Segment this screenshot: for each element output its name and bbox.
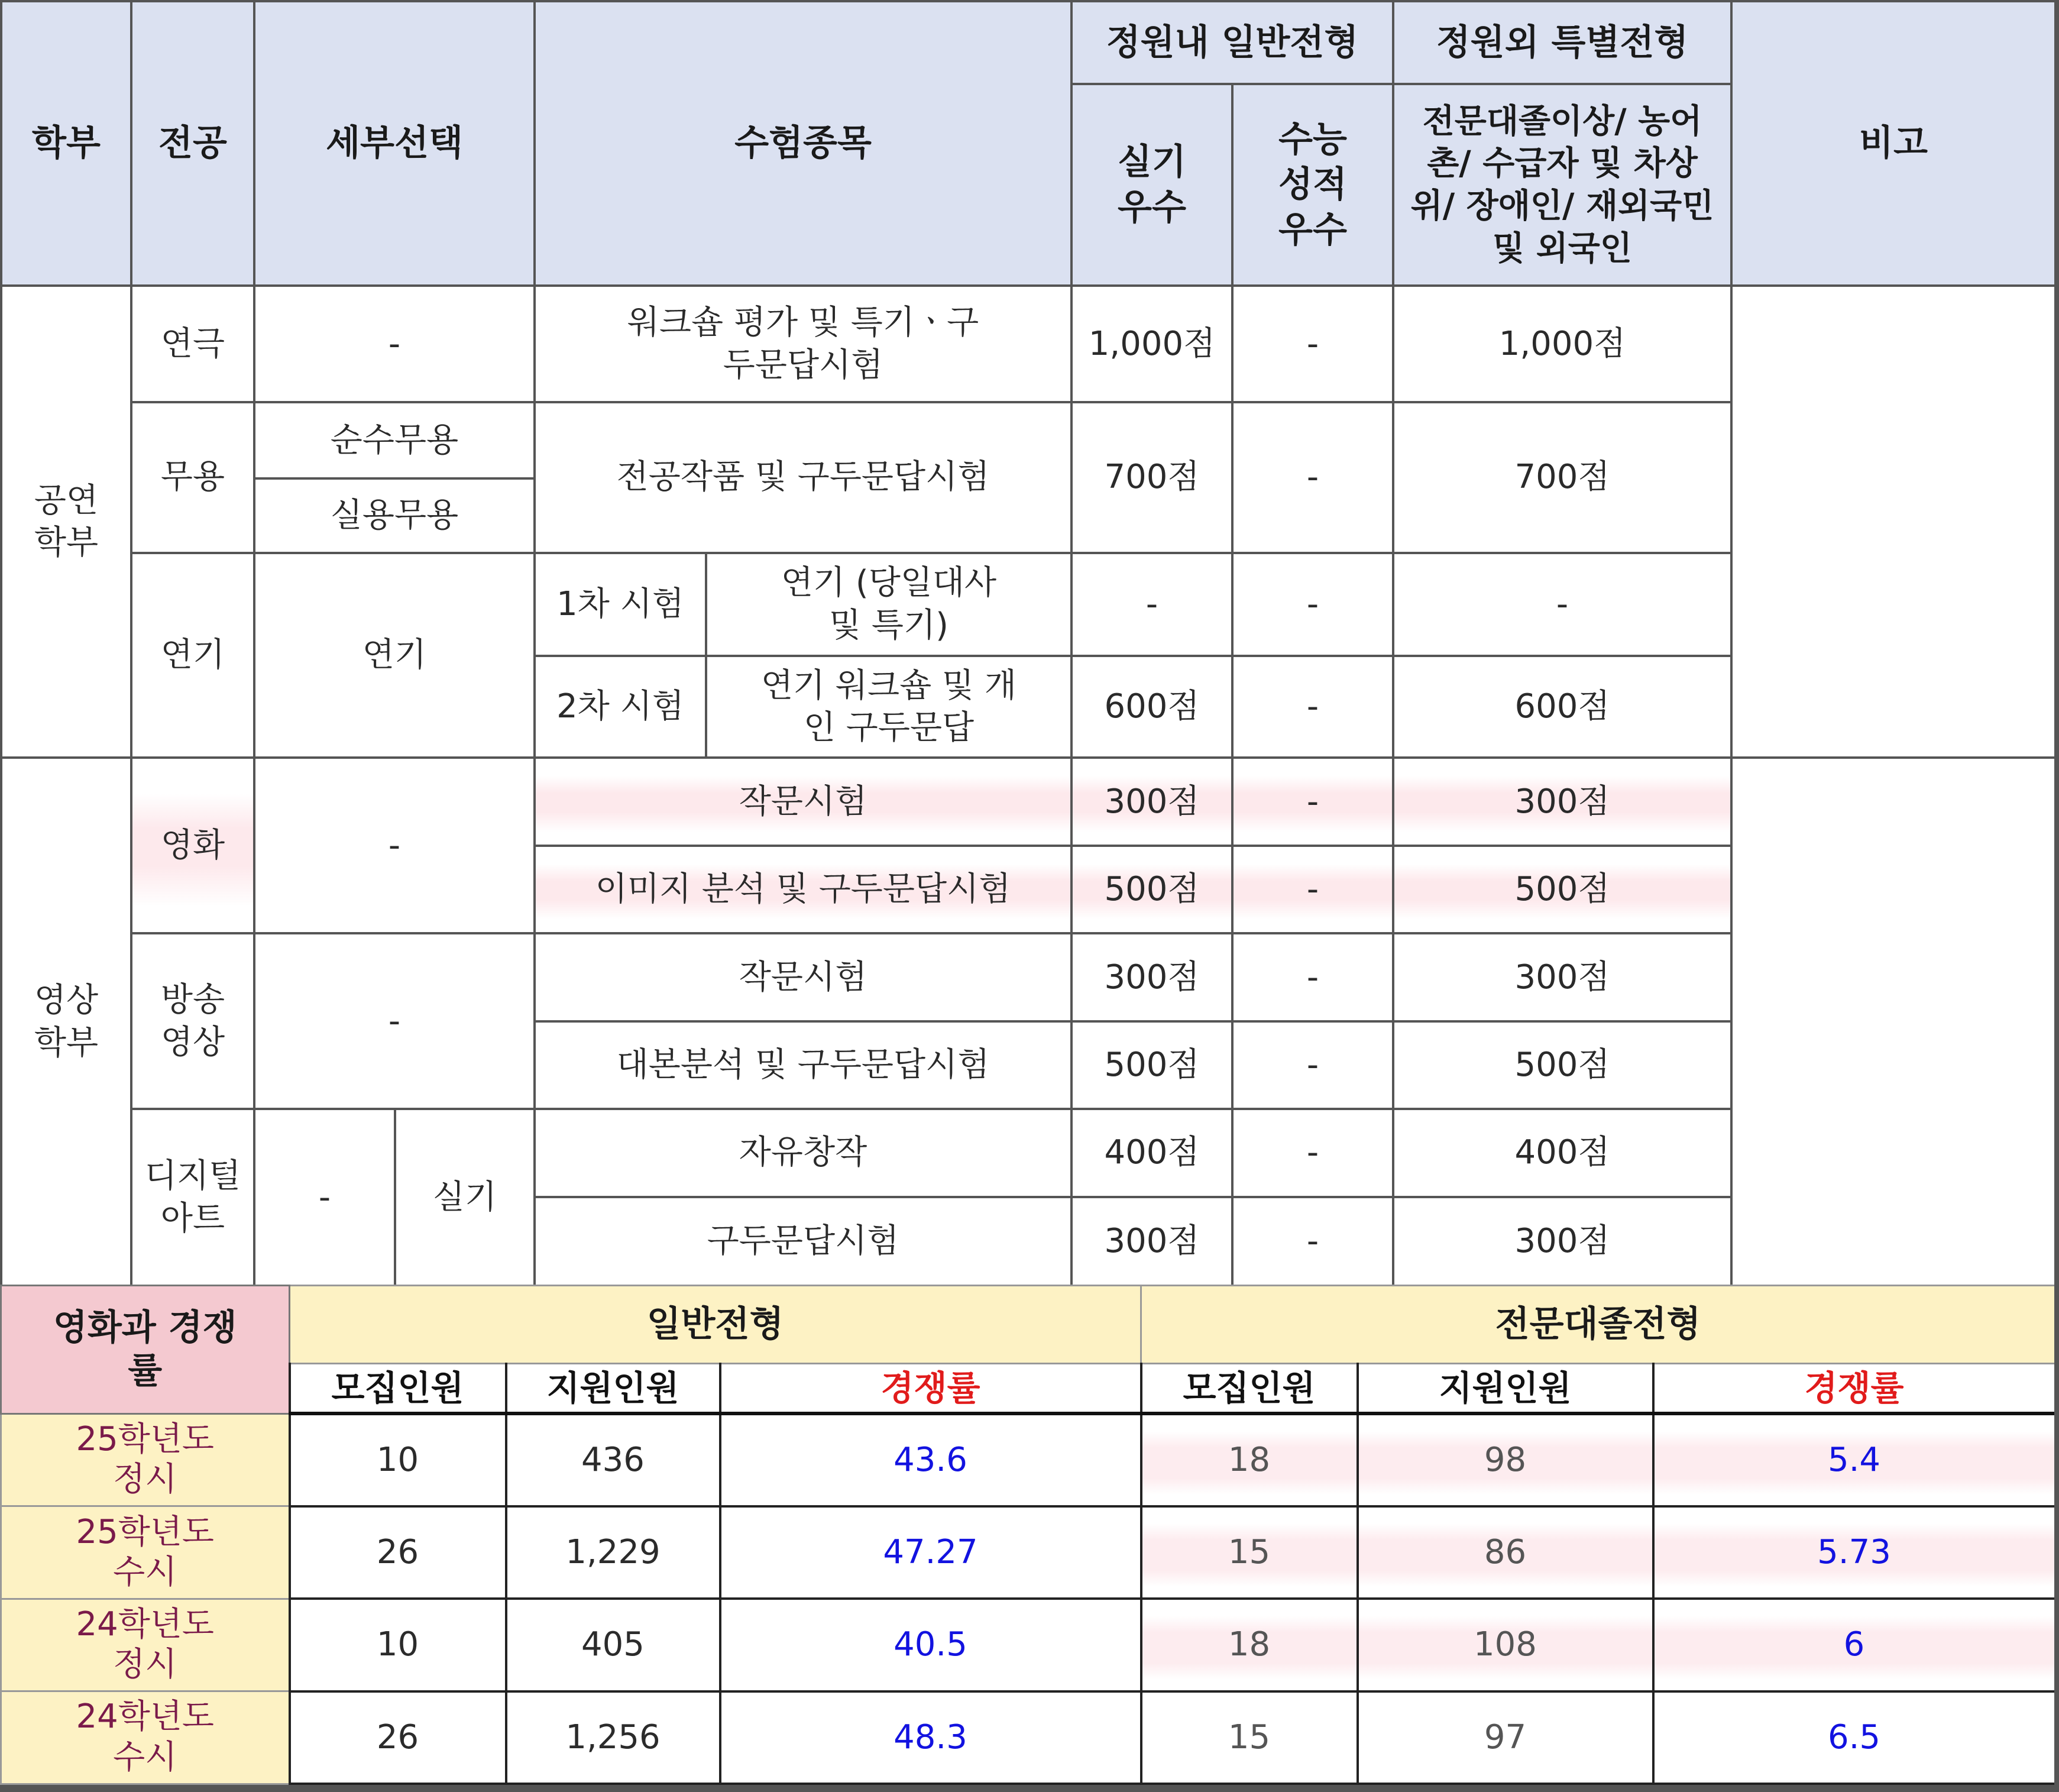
suneung-theater: - [1232,286,1393,402]
college-applied: 86 [1358,1506,1653,1599]
general-ratio: 40.5 [720,1599,1141,1691]
suneung-film-1: - [1232,758,1393,845]
round1-label: 1차 시험 [535,553,706,656]
rate-group-general: 일반전형 [290,1286,1141,1364]
college-ratio: 6 [1653,1599,2055,1691]
table-row [1,1506,2055,1599]
special-film-2: 500점 [1393,846,1731,933]
round1-special: - [1393,553,1731,656]
subject-digital-2: 구두문답시험 [535,1197,1071,1285]
college-applied: 108 [1358,1599,1653,1691]
special-broadcast-1: 300점 [1393,933,1731,1021]
row-year: 24학년도 수시 [1,1691,290,1784]
general-applied: 1,229 [506,1506,720,1599]
round2-label: 2차 시험 [535,656,706,758]
college-recruit: 15 [1141,1691,1358,1784]
subject-film-2: 이미지 분석 및 구두문답시험 [535,846,1071,933]
major-dance: 무용 [131,402,254,553]
detail-dance-pure: 순수무용 [255,403,533,480]
dept-performance: 공연 학부 [1,286,131,758]
major-film: 영화 [131,758,254,933]
general-ratio: 43.6 [720,1413,1141,1506]
row-year: 25학년도 정시 [1,1413,290,1506]
general-applied: 405 [506,1599,720,1691]
college-applied: 97 [1358,1691,1653,1784]
suneung-broadcast-1: - [1232,933,1393,1021]
subject-digital-1: 자유창작 [535,1109,1071,1196]
col-college-recruit: 모집인원 [1141,1364,1358,1413]
special-theater: 1,000점 [1393,286,1731,402]
note-performance [1731,286,2055,758]
general-recruit: 10 [290,1599,506,1691]
round1-subject: 연기 (당일대사 및 특기) [706,553,1071,656]
table-row [1,1599,2055,1691]
header-practical: 실기 우수 [1071,84,1232,286]
detail-theater: - [254,286,535,402]
subject-film-1: 작문시험 [535,758,1071,845]
header-dept: 학부 [1,1,131,286]
practical-film-2: 500점 [1071,846,1232,933]
subject-broadcast-2: 대본분석 및 구두문답시험 [535,1021,1071,1109]
general-applied: 1,256 [506,1691,720,1784]
col-college-ratio: 경쟁률 [1653,1364,2055,1413]
round2-subject: 연기 워크숍 및 개인 구두문답 [706,656,1071,758]
college-recruit: 15 [1141,1506,1358,1599]
special-broadcast-2: 500점 [1393,1021,1731,1109]
detail-digital-2: 실기 [395,1109,535,1285]
suneung-digital-1: - [1232,1109,1393,1196]
round1-suneung: - [1232,553,1393,656]
suneung-digital-2: - [1232,1197,1393,1285]
college-ratio: 5.4 [1653,1413,2055,1506]
col-general-recruit: 모집인원 [290,1364,506,1413]
major-theater: 연극 [131,286,254,402]
practical-dance: 700점 [1071,402,1232,553]
general-ratio: 47.27 [720,1506,1141,1599]
suneung-dance: - [1232,402,1393,553]
dept-media: 영상 학부 [1,758,131,1285]
special-digital-1: 400점 [1393,1109,1731,1196]
college-recruit: 18 [1141,1599,1358,1691]
general-ratio: 48.3 [720,1691,1141,1784]
header-special-group: 정원외 특별전형 [1393,1,1731,84]
general-recruit: 26 [290,1506,506,1599]
row-year: 24학년도 정시 [1,1599,290,1691]
table-row [1,1413,2055,1506]
subject-broadcast-1: 작문시험 [535,933,1071,1021]
practical-broadcast-1: 300점 [1071,933,1232,1021]
header-detail: 세부선택 [254,1,535,286]
major-broadcast: 방송 영상 [131,933,254,1109]
round1-practical: - [1071,553,1232,656]
header-special-desc: 전문대졸이상/ 농어촌/ 수급자 및 차상위/ 장애인/ 재외국민 및 외국인 [1393,84,1731,286]
special-film-1: 300점 [1393,758,1731,845]
suneung-film-2: - [1232,846,1393,933]
row-year: 25학년도 수시 [1,1506,290,1599]
practical-theater: 1,000점 [1071,286,1232,402]
practical-digital-2: 300점 [1071,1197,1232,1285]
special-dance: 700점 [1393,402,1731,553]
practical-digital-1: 400점 [1071,1109,1232,1196]
practical-broadcast-2: 500점 [1071,1021,1232,1109]
col-general-ratio: 경쟁률 [720,1364,1141,1413]
college-ratio: 6.5 [1653,1691,2055,1784]
header-subject: 수험종목 [535,1,1071,286]
college-recruit: 18 [1141,1413,1358,1506]
college-applied: 98 [1358,1413,1653,1506]
round2-special: 600점 [1393,656,1731,758]
practical-film-1: 300점 [1071,758,1232,845]
table-row [1,1691,2055,1784]
header-major: 전공 [131,1,254,286]
header-regular-group: 정원내 일반전형 [1071,1,1393,84]
round2-suneung: - [1232,656,1393,758]
major-acting: 연기 [131,553,254,758]
header-suneung: 수능 성적 우수 [1232,84,1393,286]
detail-digital-1: - [254,1109,395,1285]
film-competition-rate-table [0,1285,2057,1785]
note-media [1731,758,2055,1285]
round2-practical: 600점 [1071,656,1232,758]
suneung-broadcast-2: - [1232,1021,1393,1109]
detail-film: - [254,758,535,933]
special-digital-2: 300점 [1393,1197,1731,1285]
detail-broadcast: - [254,933,535,1109]
subject-theater: 워크숍 평가 및 특기ㆍ구두문답시험 [535,286,1071,402]
general-recruit: 10 [290,1413,506,1506]
college-ratio: 5.73 [1653,1506,2055,1599]
major-digital: 디지털 아트 [131,1109,254,1285]
detail-dance-applied: 실용무용 [330,496,459,535]
col-college-applied: 지원인원 [1358,1364,1653,1413]
detail-acting: 연기 [254,553,535,758]
col-general-applied: 지원인원 [506,1364,720,1413]
general-applied: 436 [506,1413,720,1506]
rate-corner-label: 영화과 경쟁률 [1,1286,290,1414]
rate-group-college: 전문대졸전형 [1141,1286,2055,1364]
header-note: 비고 [1731,1,2055,286]
subject-dance: 전공작품 및 구두문답시험 [535,402,1071,553]
general-recruit: 26 [290,1691,506,1784]
